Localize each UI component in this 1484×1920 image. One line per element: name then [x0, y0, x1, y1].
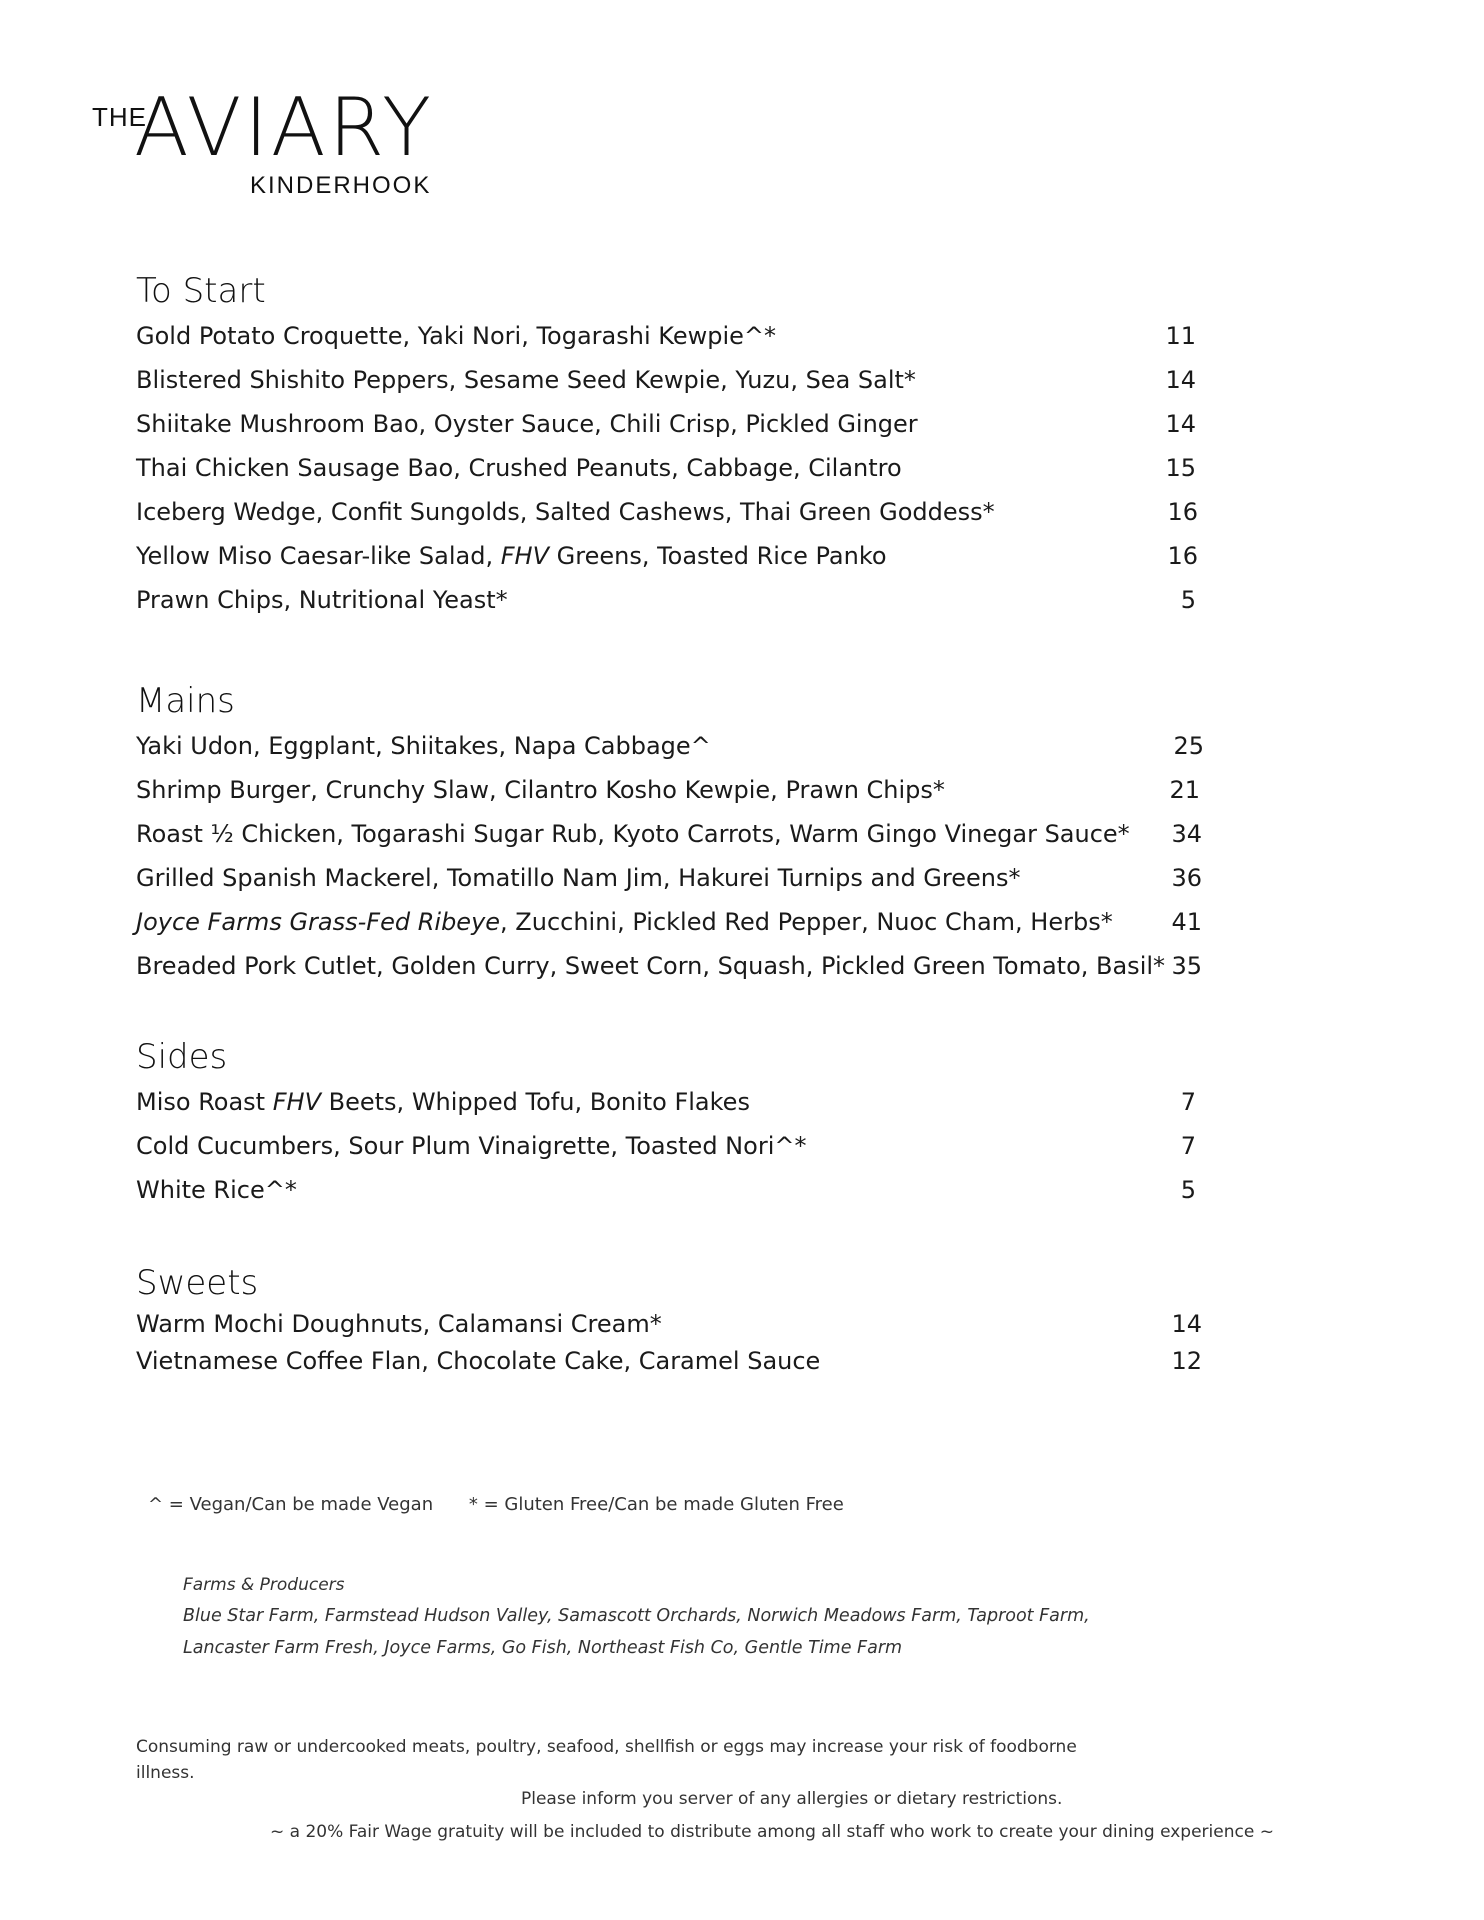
- section-title: Mains: [136, 681, 235, 721]
- item-price: 15: [1165, 454, 1196, 482]
- item-price: 25: [1173, 732, 1204, 760]
- item-name: Warm Mochi Doughnuts, Calamansi Cream*: [136, 1310, 662, 1338]
- section-title: Sweets: [136, 1263, 259, 1303]
- item-name: Shrimp Burger, Crunchy Slaw, Cilantro Kosho Kewpie, Prawn Chips*: [136, 776, 945, 804]
- notice-line: Consuming raw or undercooked meats, poultry, seafood, shellfish or eggs may increase your risk of foodborne illness.: [136, 1737, 1077, 1783]
- item-name-part: Greens, Toasted Rice Panko: [549, 542, 887, 570]
- item-price: 41: [1171, 908, 1202, 936]
- menu-item: [136, 944, 1216, 988]
- menu-item: [136, 1306, 1216, 1343]
- farms-title: Farms & Producers: [183, 1575, 345, 1595]
- item-name: Roast ½ Chicken, Togarashi Sugar Rub, Kyoto Carrots, Warm Gingo Vinegar Sauce*: [136, 820, 1130, 848]
- dietary-legend: [148, 1494, 874, 1515]
- notice-line: Please inform you server of any allergies or dietary restrictions.: [521, 1789, 1063, 1809]
- menu-item: [136, 1343, 1216, 1380]
- item-name-part: Yellow Miso Caesar-like Salad,: [136, 542, 501, 570]
- item-price: 34: [1171, 820, 1202, 848]
- item-name: Iceberg Wedge, Confit Sungolds, Salted Cashews, Thai Green Goddess*: [136, 498, 995, 526]
- menu-item: [136, 900, 1216, 944]
- menu-item: [136, 314, 1216, 358]
- legend-gluten-free: * = Gluten Free/Can be made Gluten Free: [468, 1494, 844, 1515]
- menu-item: [136, 724, 1216, 768]
- menu-item: [136, 1168, 1216, 1212]
- menu-item: [136, 402, 1216, 446]
- menu-item: [136, 1124, 1216, 1168]
- menu-item: [136, 1080, 1216, 1124]
- item-name: [136, 908, 1113, 936]
- farms-producers: [183, 1570, 1090, 1664]
- logo-location: KINDERHOOK: [250, 172, 432, 199]
- item-name: Gold Potato Croquette, Yaki Nori, Togarashi Kewpie^*: [136, 322, 776, 350]
- item-name-part: Miso Roast: [136, 1088, 273, 1116]
- legend-vegan: ^ = Vegan/Can be made Vegan: [148, 1494, 434, 1515]
- farms-line: Lancaster Farm Fresh, Joyce Farms, Go Fish, Northeast Fish Co, Gentle Time Farm: [183, 1638, 903, 1658]
- item-name: Cold Cucumbers, Sour Plum Vinaigrette, Toasted Nori^*: [136, 1132, 807, 1160]
- item-price: 35: [1171, 952, 1202, 980]
- item-name: Shiitake Mushroom Bao, Oyster Sauce, Chili Crisp, Pickled Ginger: [136, 410, 918, 438]
- item-name: White Rice^*: [136, 1176, 297, 1204]
- menu-item: [136, 578, 1216, 622]
- item-name: Grilled Spanish Mackerel, Tomatillo Nam Jim, Hakurei Turnips and Greens*: [136, 864, 1021, 892]
- item-price: 11: [1165, 322, 1196, 350]
- section-title: To Start: [136, 271, 266, 311]
- item-price: 14: [1165, 410, 1196, 438]
- item-name: [136, 542, 887, 570]
- item-name: Yaki Udon, Eggplant, Shiitakes, Napa Cabbage^: [136, 732, 711, 760]
- menu-item: [136, 768, 1216, 812]
- item-price: 14: [1171, 1310, 1202, 1338]
- item-name-part: Beets, Whipped Tofu, Bonito Flakes: [321, 1088, 750, 1116]
- item-name-part: , Zucchini, Pickled Red Pepper, Nuoc Cham, Herbs*: [500, 908, 1113, 936]
- farms-line: Blue Star Farm, Farmstead Hudson Valley, Samascott Orchards, Norwich Meadows Farm, Taproot Farm,: [183, 1606, 1090, 1626]
- item-name: Vietnamese Coffee Flan, Chocolate Cake, Caramel Sauce: [136, 1347, 821, 1375]
- menu-item: [136, 446, 1216, 490]
- item-price: 7: [1180, 1088, 1196, 1116]
- section-sides: [136, 1034, 1216, 1212]
- logo-name: AVIARY: [134, 81, 434, 174]
- menu-item: [136, 812, 1216, 856]
- item-name-italic: FHV: [500, 542, 550, 570]
- item-name: Blistered Shishito Peppers, Sesame Seed Kewpie, Yuzu, Sea Salt*: [136, 366, 916, 394]
- item-price: 16: [1167, 498, 1198, 526]
- item-name: Prawn Chips, Nutritional Yeast*: [136, 586, 508, 614]
- health-notice: [136, 1734, 1096, 1812]
- item-name-italic: FHV: [272, 1088, 322, 1116]
- section-to-start: [136, 268, 1216, 622]
- section-sweets: [136, 1260, 1216, 1380]
- logo-the: THE: [92, 102, 147, 132]
- item-price: 21: [1169, 776, 1200, 804]
- item-price: 16: [1167, 542, 1198, 570]
- item-price: 36: [1171, 864, 1202, 892]
- item-price: 5: [1180, 586, 1196, 614]
- menu-item: [136, 358, 1216, 402]
- gratuity-note: ~ a 20% Fair Wage gratuity will be included to distribute among all staff who work to create your dining experience ~: [270, 1822, 1274, 1842]
- section-title: Sides: [136, 1037, 228, 1077]
- item-price: 14: [1165, 366, 1196, 394]
- item-price: 5: [1180, 1176, 1196, 1204]
- item-name-italic: Joyce Farms Grass-Fed Ribeye: [136, 908, 501, 936]
- item-name: Breaded Pork Cutlet, Golden Curry, Sweet Corn, Squash, Pickled Green Tomato, Basil*: [136, 952, 1166, 980]
- item-price: 7: [1180, 1132, 1196, 1160]
- logo: [92, 81, 452, 202]
- menu-item: [136, 856, 1216, 900]
- section-mains: [136, 678, 1216, 988]
- item-name: [136, 1088, 750, 1116]
- menu-item: [136, 490, 1216, 534]
- item-name: Thai Chicken Sausage Bao, Crushed Peanuts, Cabbage, Cilantro: [136, 454, 902, 482]
- menu-item: [136, 534, 1216, 578]
- item-price: 12: [1171, 1347, 1202, 1375]
